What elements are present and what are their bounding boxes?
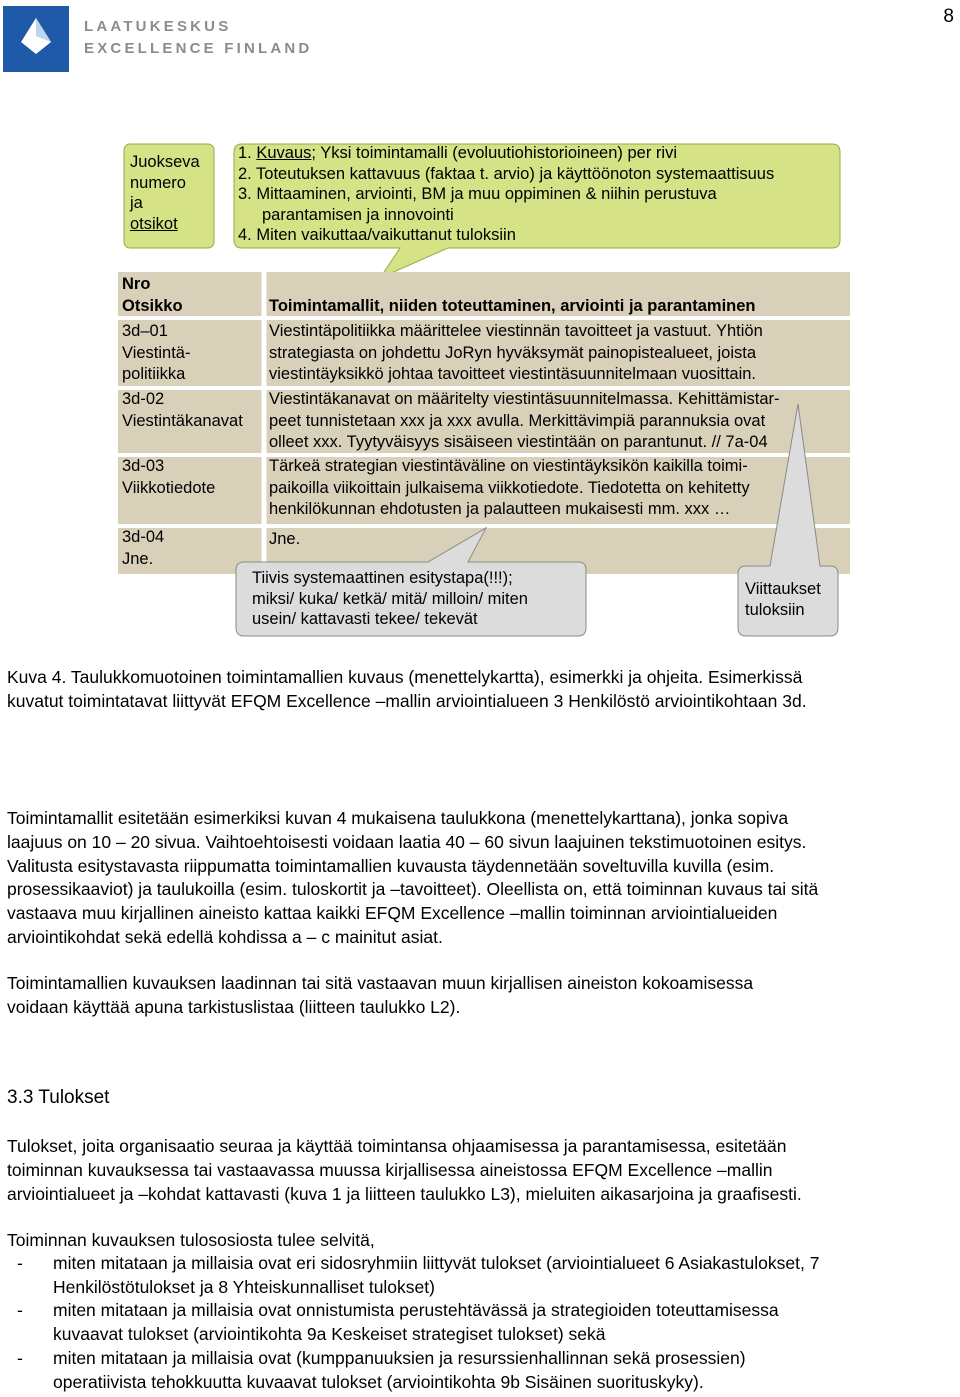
table-header-right: Toimintamallit, niiden toteuttaminen, arviointi ja parantaminen	[269, 297, 756, 315]
logo-line-2: EXCELLENCE FINLAND	[84, 40, 313, 57]
figure-procedure-map	[118, 138, 850, 638]
callout-bottom-right-text: Viittaukset tuloksiin	[745, 580, 821, 619]
logo-mark	[3, 6, 69, 72]
table-row-1-right: Viestintäpolitiikka määrittelee viestinnän tavoitteet ja vastuut. Yhtiön strategiasta on johdettu JoRyn hyväksymät painopistealueet, joista viestintäyksikkö johtaa tavoitteet viestintäsuunnitelmaan vuosittain.	[269, 322, 763, 383]
paragraph-3: Tulokset, joita organisaatio seuraa ja käyttää toimintansa ohjaamisessa ja parantamisessa, esitetään toiminnan kuvauksessa tai vastaavassa muussa kirjallisessa aineistossa EFQM Excellence –mallin arviointialueet ja –kohdat kattavasti (kuva 1 ja liitteen taulukko L3), mieluiten aikasarjoina ja graafisesti.	[7, 1136, 802, 1204]
callout-left-text: Juokseva numero ja otsikot	[130, 153, 200, 233]
table-row-3-left: 3d-03 Viikkotiedote	[122, 457, 216, 497]
callout-top-text: 1. Kuvaus; Yksi toimintamalli (evoluutiohistorioineen) per rivi 2. Toteutuksen kattavuus (faktaa t. arvio) ja käyttöönoton systemaattisuus 3. Mittaaminen, arviointi, BM ja muu oppiminen & niihin perustuva parantamisen ja innovointi 4. Miten vaikuttaa/vaikuttanut tuloksiin	[238, 144, 775, 244]
table-row-4-left: 3d-04 Jne.	[122, 528, 165, 568]
table-row-4-right: Jne.	[269, 530, 301, 548]
table-row-1-left: 3d–01 Viestintä- politiikka	[122, 322, 191, 383]
table-row-2-left: 3d-02 Viestintäkanavat	[122, 390, 243, 430]
callout-bottom-left-text: Tiivis systemaattinen esitystapa(!!!); miksi/ kuka/ ketkä/ mitä/ milloin/ miten usein/ kattavasti tekee/ tekevät	[252, 569, 528, 628]
paragraph-1: Toimintamallit esitetään esimerkiksi kuvan 4 mukaisena taulukkona (menettelykarttana), jonka sopiva laajuus on 10 – 20 sivua. Vaihtoehtoisesti voidaan laatia 40 – 60 sivun laajuinen tekstimuotoinen esitys. Valitusta esitystavasta riippumatta toimintamallien kuvausta täydennetään soveltuvilla kuvilla (esim. prosessikaaviot) ja taulukoilla (esim. tuloskortit ja –tavoitteet). Oleellista on, että toiminnan kuvaus tai sitä vastaava muu kirjallinen aineisto kattaa kaikki EFQM Excellence –mallin toiminnan arviointialueiden arviointikohdat sekä edellä kohdissa a – c mainitut asiat.	[7, 808, 819, 947]
paragraph-4: Toiminnan kuvauksen tulososiosta tulee selvitä,	[7, 1230, 375, 1250]
table-header-left: Nro Otsikko	[122, 275, 183, 315]
logo-line-1: LAATUKESKUS	[84, 18, 232, 35]
section-heading: 3.3 Tulokset	[7, 1087, 110, 1108]
logo-diamond-icon	[3, 6, 69, 72]
paragraph-2: Toimintamallien kuvauksen laadinnan tai sitä vastaavan muun kirjallisen aineiston kokoamisessa voidaan käyttää apuna tarkistuslistaa (liitteen taulukko L2).	[7, 973, 754, 1017]
page-number: 8	[943, 6, 954, 27]
figure-caption: Kuva 4. Taulukkomuotoinen toimintamallien kuvaus (menettelykartta), esimerkki ja ohjeita. Esimerkissä kuvatut toimintatavat liittyvät EFQM Excellence –mallin arviointialueen 3 Henkilöstö arviointikohtaan 3d.	[7, 667, 807, 711]
table-row-3-right: Tärkeä strategian viestintäväline on viestintäyksikön kaikilla toimi- paikoilla viikoittain julkaisema viikkotiedote. Tiedotetta on kehitetty henkilökunnan ehdotusten ja palautteen mukaisesti mm. xxx …	[269, 457, 750, 518]
table-row-2-right: Viestintäkanavat on määritelty viestintäsuunnitelmassa. Kehittämistar- peet tunnistetaan xxx ja xxx avulla. Merkittävimpiä parannuksia ovat olleet xxx. Tyytyväisyys sisäiseen viestintään on parantunut. // 7a-04	[269, 390, 780, 451]
